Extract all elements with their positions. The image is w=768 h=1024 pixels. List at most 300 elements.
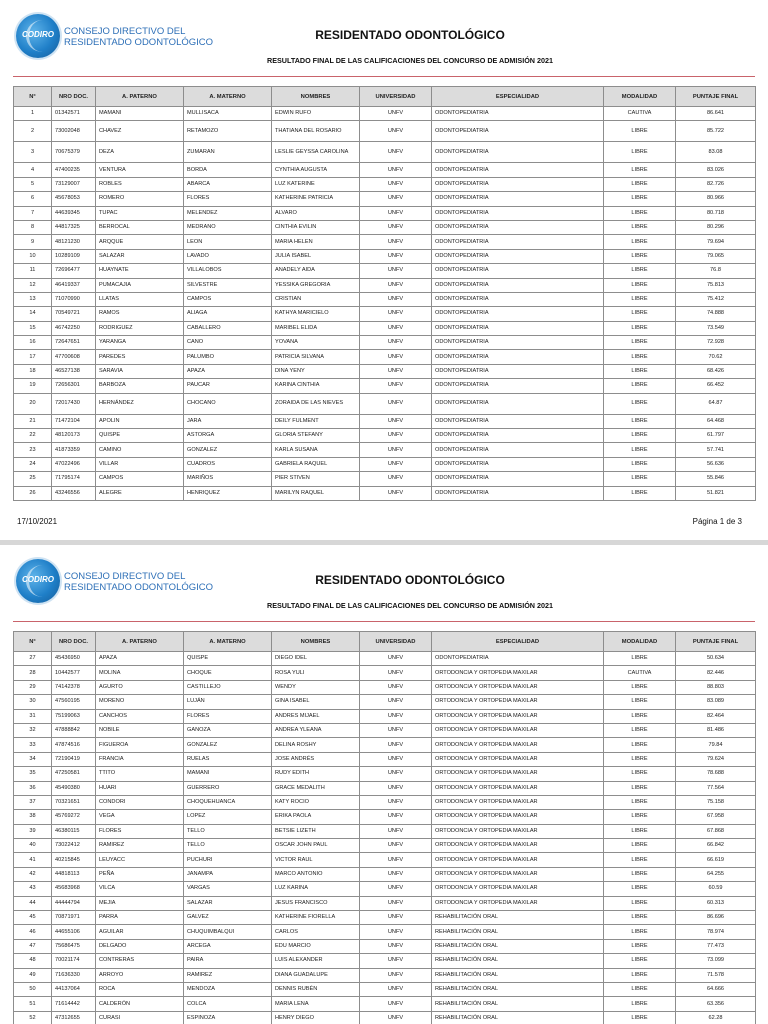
table-row (14, 882, 756, 896)
table-cell: 75.813 (676, 278, 756, 292)
table-cell: YOVANA (272, 336, 360, 350)
table-cell: 36 (14, 781, 52, 795)
table-cell: MEDRANO (184, 220, 272, 234)
table-cell: LIBRE (604, 192, 676, 206)
page-subtitle: RESULTADO FINAL DE LAS CALIFICACIONES DEL CONCURSO DE ADMISIÓN 2021 (267, 56, 553, 65)
table-row (14, 264, 756, 278)
table-cell: 70675379 (52, 142, 96, 163)
table-cell: JULIA ISABEL (272, 249, 360, 263)
table-cell: HENRIQUEZ (184, 486, 272, 500)
table-cell: GINA ISABEL (272, 695, 360, 709)
table-cell: PAIRA (184, 954, 272, 968)
table-cell: ODONTOPEDIATRIA (432, 486, 604, 500)
table-cell: 70021174 (52, 954, 96, 968)
table-row (14, 292, 756, 306)
table-cell: REHABILITACIÓN ORAL (432, 925, 604, 939)
table-cell: UNFV (360, 321, 432, 335)
table-cell: 48121230 (52, 235, 96, 249)
table-cell: UNFV (360, 824, 432, 838)
table-cell: 47022496 (52, 457, 96, 471)
table-cell: 4 (14, 163, 52, 177)
table-cell: KARINA CINTHIA (272, 379, 360, 393)
table-cell: 66.452 (676, 379, 756, 393)
table-cell: EDWIN RUFO (272, 107, 360, 121)
table-cell: ANDREA YLEANA (272, 723, 360, 737)
table-cell: GONZALEZ (184, 738, 272, 752)
table-cell: 50 (14, 982, 52, 996)
table-cell: UNFV (360, 364, 432, 378)
table-cell: GABRIELA RAQUEL (272, 457, 360, 471)
table-cell: 10442577 (52, 666, 96, 680)
table-row (14, 307, 756, 321)
table-row (14, 867, 756, 881)
table-cell: 41 (14, 853, 52, 867)
table-cell: UNFV (360, 107, 432, 121)
table-cell: GUERRERO (184, 781, 272, 795)
table-cell: LIBRE (604, 206, 676, 220)
table-cell: TELLO (184, 824, 272, 838)
table-cell: UNFV (360, 738, 432, 752)
table-cell: UNFV (360, 853, 432, 867)
table-cell: ROMERO (96, 192, 184, 206)
table-cell: ORTODONCIA Y ORTOPEDIA MAXILAR (432, 695, 604, 709)
table-row (14, 1011, 756, 1024)
table-cell: CHUQUIMBALQUI (184, 925, 272, 939)
column-header: NOMBRES (272, 87, 360, 107)
table-cell: GLORIA STEFANY (272, 429, 360, 443)
table-cell: CONTRERAS (96, 954, 184, 968)
table-cell: 6 (14, 192, 52, 206)
table-cell: 79.065 (676, 249, 756, 263)
table-cell: HUAYNATE (96, 264, 184, 278)
table-cell: UNFV (360, 709, 432, 723)
table-cell: 46419337 (52, 278, 96, 292)
table-row (14, 723, 756, 737)
table-cell: 47 (14, 939, 52, 953)
column-header: NRO DOC. (52, 632, 96, 652)
table-cell: ORTODONCIA Y ORTOPEDIA MAXILAR (432, 680, 604, 694)
logo-mark: CODIRO (22, 30, 54, 39)
table-cell: SALAZAR (184, 896, 272, 910)
column-header: NOMBRES (272, 632, 360, 652)
table-cell: 70.62 (676, 350, 756, 364)
table-cell: LIBRE (604, 982, 676, 996)
table-cell: 10289109 (52, 249, 96, 263)
table-cell: LUIS ALEXANDER (272, 954, 360, 968)
table-cell: QUISPE (184, 652, 272, 666)
table-cell: 78.688 (676, 767, 756, 781)
table-cell: UNFV (360, 278, 432, 292)
table-cell: UNFV (360, 723, 432, 737)
table-cell: UNFV (360, 472, 432, 486)
table-cell: PUCHURI (184, 853, 272, 867)
table-cell: UNFV (360, 249, 432, 263)
column-header: ESPECIALIDAD (432, 632, 604, 652)
table-cell: PAREDES (96, 350, 184, 364)
table-cell: 48120173 (52, 429, 96, 443)
table-cell: GANOZA (184, 723, 272, 737)
table-cell: ZORAIDA DE LAS NIEVES (272, 393, 360, 414)
table-cell: UNFV (360, 954, 432, 968)
table-cell: 52 (14, 1011, 52, 1024)
table-cell: APAZA (184, 364, 272, 378)
table-cell: CYNTHIA AUGUSTA (272, 163, 360, 177)
table-cell: LUZ KARINA (272, 882, 360, 896)
table-cell: 46 (14, 925, 52, 939)
table-cell: 13 (14, 292, 52, 306)
table-row (14, 364, 756, 378)
table-cell: FLORES (96, 824, 184, 838)
table-cell: JANAMPA (184, 867, 272, 881)
table-cell: KATHERINE FIORELLA (272, 911, 360, 925)
table-cell: 73.549 (676, 321, 756, 335)
table-cell: 19 (14, 379, 52, 393)
table-cell: CARLOS (272, 925, 360, 939)
table-row (14, 680, 756, 694)
table-cell: SALAZAR (96, 249, 184, 263)
table-cell: LIBRE (604, 486, 676, 500)
table-cell: AGUILAR (96, 925, 184, 939)
table-cell: LIBRE (604, 457, 676, 471)
table-cell: KARLA SUSANA (272, 443, 360, 457)
table-cell: LIBRE (604, 379, 676, 393)
table-cell: UNFV (360, 839, 432, 853)
table-cell: 70321651 (52, 795, 96, 809)
table-row (14, 911, 756, 925)
table-row (14, 939, 756, 953)
table-cell: 27 (14, 652, 52, 666)
column-header: A. MATERNO (184, 87, 272, 107)
table-cell: 67.958 (676, 810, 756, 824)
table-cell: BARBOZA (96, 379, 184, 393)
page-title: RESIDENTADO ODONTOLÓGICO (315, 573, 505, 587)
logo-mark: CODIRO (22, 575, 54, 584)
table-cell: 78.974 (676, 925, 756, 939)
table-cell: UNFV (360, 695, 432, 709)
table-cell: 38 (14, 810, 52, 824)
table-cell: 71614442 (52, 997, 96, 1011)
table-cell: 68.426 (676, 364, 756, 378)
table-cell: ASTORGA (184, 429, 272, 443)
table-cell: LIBRE (604, 350, 676, 364)
table-cell: 62.28 (676, 1011, 756, 1024)
column-header: MODALIDAD (604, 87, 676, 107)
table-cell: 80.718 (676, 206, 756, 220)
table-row (14, 429, 756, 443)
table-cell: ROBLES (96, 177, 184, 191)
table-cell: JARA (184, 414, 272, 428)
table-cell: 20 (14, 393, 52, 414)
table-cell: MARCO ANTONIO (272, 867, 360, 881)
table-cell: ODONTOPEDIATRIA (432, 206, 604, 220)
table-cell: VICTOR RAUL (272, 853, 360, 867)
table-cell: MOLINA (96, 666, 184, 680)
table-cell: 44818113 (52, 867, 96, 881)
table-cell: THATIANA DEL ROSARIO (272, 121, 360, 142)
table-cell: ORTODONCIA Y ORTOPEDIA MAXILAR (432, 867, 604, 881)
table-cell: 45678053 (52, 192, 96, 206)
table-cell: 44137064 (52, 982, 96, 996)
results-table (13, 86, 756, 501)
table-cell: 24 (14, 457, 52, 471)
column-header: PUNTAJE FINAL (676, 87, 756, 107)
table-row (14, 695, 756, 709)
table-cell: CHOCANO (184, 393, 272, 414)
table-cell: YARANGA (96, 336, 184, 350)
table-cell: DENNIS RUBÉN (272, 982, 360, 996)
table-cell: ORTODONCIA Y ORTOPEDIA MAXILAR (432, 824, 604, 838)
table-cell: ALEGRE (96, 486, 184, 500)
table-cell: 70871971 (52, 911, 96, 925)
table-cell: UNFV (360, 896, 432, 910)
table-cell: 50.634 (676, 652, 756, 666)
table-row (14, 321, 756, 335)
table-cell: UNFV (360, 429, 432, 443)
table-cell: GALVEZ (184, 911, 272, 925)
table-cell: 31 (14, 709, 52, 723)
table-cell: LIBRE (604, 709, 676, 723)
table-cell: 83.026 (676, 163, 756, 177)
page-subtitle: RESULTADO FINAL DE LAS CALIFICACIONES DEL CONCURSO DE ADMISIÓN 2021 (267, 601, 553, 610)
table-cell: 88.803 (676, 680, 756, 694)
table-row (14, 220, 756, 234)
table-cell: UNFV (360, 264, 432, 278)
table-cell: 56.636 (676, 457, 756, 471)
table-cell: 75.412 (676, 292, 756, 306)
table-row (14, 443, 756, 457)
table-cell: APOLIN (96, 414, 184, 428)
table-cell: NOBILE (96, 723, 184, 737)
table-header-row (14, 632, 756, 652)
table-cell: 77.564 (676, 781, 756, 795)
table-cell: 72190419 (52, 752, 96, 766)
table-row (14, 896, 756, 910)
table-cell: ODONTOPEDIATRIA (432, 249, 604, 263)
logo-line-2: RESIDENTADO ODONTOLÓGICO (64, 37, 214, 48)
table-cell: CABALLERO (184, 321, 272, 335)
table-cell: 5 (14, 177, 52, 191)
column-header: MODALIDAD (604, 632, 676, 652)
table-cell: LIBRE (604, 472, 676, 486)
table-cell: 71070990 (52, 292, 96, 306)
table-cell: UNFV (360, 457, 432, 471)
table-cell: 47312655 (52, 1011, 96, 1024)
table-cell: DEZA (96, 142, 184, 163)
table-cell: COLCA (184, 997, 272, 1011)
table-cell: ODONTOPEDIATRIA (432, 350, 604, 364)
table-cell: 2 (14, 121, 52, 142)
table-cell: UNFV (360, 486, 432, 500)
table-cell: ODONTOPEDIATRIA (432, 652, 604, 666)
table-cell: VILLALOBOS (184, 264, 272, 278)
table-row (14, 379, 756, 393)
table-cell: 47874516 (52, 738, 96, 752)
table-cell: PIER STIVEN (272, 472, 360, 486)
table-cell: PARRA (96, 911, 184, 925)
table-cell: ORTODONCIA Y ORTOPEDIA MAXILAR (432, 666, 604, 680)
table-cell: 23 (14, 443, 52, 457)
table-cell: ORTODONCIA Y ORTOPEDIA MAXILAR (432, 723, 604, 737)
table-cell: TELLO (184, 839, 272, 853)
table-cell: LIBRE (604, 364, 676, 378)
table-cell: 67.868 (676, 824, 756, 838)
table-cell: 48 (14, 954, 52, 968)
table-cell: LIBRE (604, 307, 676, 321)
table-cell: REHABILITACIÓN ORAL (432, 982, 604, 996)
table-cell: UNFV (360, 177, 432, 191)
table-cell: 28 (14, 666, 52, 680)
table-cell: MULLISACA (184, 107, 272, 121)
table-cell: PUMACAJIA (96, 278, 184, 292)
table-cell: HUARI (96, 781, 184, 795)
table-cell: GONZALEZ (184, 443, 272, 457)
table-row (14, 795, 756, 809)
table-row (14, 163, 756, 177)
table-cell: ROSA YULI (272, 666, 360, 680)
table-cell: UNFV (360, 666, 432, 680)
table-cell: DIANA GUADALUPE (272, 968, 360, 982)
table-cell: 45769272 (52, 810, 96, 824)
table-cell: RAMIREZ (96, 839, 184, 853)
table-row (14, 192, 756, 206)
table-row (14, 839, 756, 853)
table-cell: VEGA (96, 810, 184, 824)
table-cell: 47560195 (52, 695, 96, 709)
table-cell: LIBRE (604, 839, 676, 853)
table-cell: OSCAR JOHN PAUL (272, 839, 360, 853)
table-row (14, 336, 756, 350)
column-header: N° (14, 87, 52, 107)
table-cell: ODONTOPEDIATRIA (432, 414, 604, 428)
table-cell: 21 (14, 414, 52, 428)
table-cell: UNFV (360, 121, 432, 142)
table-cell: CANO (184, 336, 272, 350)
table-cell: 80.966 (676, 192, 756, 206)
header-rule (13, 76, 755, 77)
table-cell: UNFV (360, 982, 432, 996)
table-cell: ARQQUE (96, 235, 184, 249)
table-cell: RODRIGUEZ (96, 321, 184, 335)
table-cell: 75.158 (676, 795, 756, 809)
table-cell: ROCA (96, 982, 184, 996)
table-cell: UNFV (360, 882, 432, 896)
table-cell: 73002048 (52, 121, 96, 142)
table-cell: 16 (14, 336, 52, 350)
table-cell: 25 (14, 472, 52, 486)
table-cell: LIBRE (604, 336, 676, 350)
table-row (14, 968, 756, 982)
table-header-row (14, 87, 756, 107)
table-row (14, 278, 756, 292)
table-cell: 71636330 (52, 968, 96, 982)
table-row (14, 853, 756, 867)
table-cell: UNFV (360, 997, 432, 1011)
table-cell: BETSIE LIZETH (272, 824, 360, 838)
table-cell: ODONTOPEDIATRIA (432, 443, 604, 457)
table-cell: ORTODONCIA Y ORTOPEDIA MAXILAR (432, 882, 604, 896)
table-cell: LIBRE (604, 882, 676, 896)
table-cell: UNFV (360, 867, 432, 881)
table-row (14, 206, 756, 220)
table-row (14, 982, 756, 996)
table-cell: 45436950 (52, 652, 96, 666)
table-cell: ODONTOPEDIATRIA (432, 472, 604, 486)
table-cell: 86.641 (676, 107, 756, 121)
table-cell: LIBRE (604, 652, 676, 666)
column-header: PUNTAJE FINAL (676, 632, 756, 652)
table-cell: 47888842 (52, 723, 96, 737)
table-cell: 1 (14, 107, 52, 121)
table-cell: 74142378 (52, 680, 96, 694)
table-cell: 22 (14, 429, 52, 443)
table-cell: UNFV (360, 163, 432, 177)
table-cell: MORENO (96, 695, 184, 709)
table-cell: UNFV (360, 336, 432, 350)
table-cell: UNFV (360, 652, 432, 666)
table-cell: LIBRE (604, 163, 676, 177)
table-cell: UNFV (360, 795, 432, 809)
header-rule (13, 621, 755, 622)
table-cell: UNFV (360, 192, 432, 206)
table-cell: ODONTOPEDIATRIA (432, 292, 604, 306)
table-cell: LIBRE (604, 1011, 676, 1024)
table-cell: CHAVEZ (96, 121, 184, 142)
table-cell: CRISTIAN (272, 292, 360, 306)
table-cell: REHABILITACIÓN ORAL (432, 968, 604, 982)
table-cell: WENDY (272, 680, 360, 694)
table-cell: 47700608 (52, 350, 96, 364)
table-cell: 43246556 (52, 486, 96, 500)
table-cell: LUJÁN (184, 695, 272, 709)
table-cell: 40215845 (52, 853, 96, 867)
table-cell: 30 (14, 695, 52, 709)
table-cell: LEON (184, 235, 272, 249)
table-cell: ANADELY AIDA (272, 264, 360, 278)
table-cell: 44444794 (52, 896, 96, 910)
table-cell: RUELAS (184, 752, 272, 766)
table-cell: ODONTOPEDIATRIA (432, 429, 604, 443)
table-cell: LIBRE (604, 853, 676, 867)
table-cell: LIBRE (604, 867, 676, 881)
table-cell: 29 (14, 680, 52, 694)
table-row (14, 235, 756, 249)
table-row (14, 824, 756, 838)
table-row (14, 177, 756, 191)
table-cell: VARGAS (184, 882, 272, 896)
table-cell: UNFV (360, 810, 432, 824)
table-cell: CAMINO (96, 443, 184, 457)
table-cell: LEUYACC (96, 853, 184, 867)
table-cell: 45490380 (52, 781, 96, 795)
table-cell: ORTODONCIA Y ORTOPEDIA MAXILAR (432, 709, 604, 723)
footer-page-number: Página 1 de 3 (692, 517, 742, 526)
table-cell: LIBRE (604, 968, 676, 982)
table-cell: LAVADO (184, 249, 272, 263)
table-cell: 76.8 (676, 264, 756, 278)
column-header: A. MATERNO (184, 632, 272, 652)
table-cell: 11 (14, 264, 52, 278)
table-cell: 3 (14, 142, 52, 163)
table-cell: LIBRE (604, 321, 676, 335)
column-header: A. PATERNO (96, 87, 184, 107)
table-row (14, 121, 756, 142)
table-cell: KATHYA MARICIELO (272, 307, 360, 321)
table-cell: ORTODONCIA Y ORTOPEDIA MAXILAR (432, 896, 604, 910)
table-cell: 46742250 (52, 321, 96, 335)
table-cell: 86.696 (676, 911, 756, 925)
table-cell: REHABILITACIÓN ORAL (432, 939, 604, 953)
table-cell: UNFV (360, 968, 432, 982)
